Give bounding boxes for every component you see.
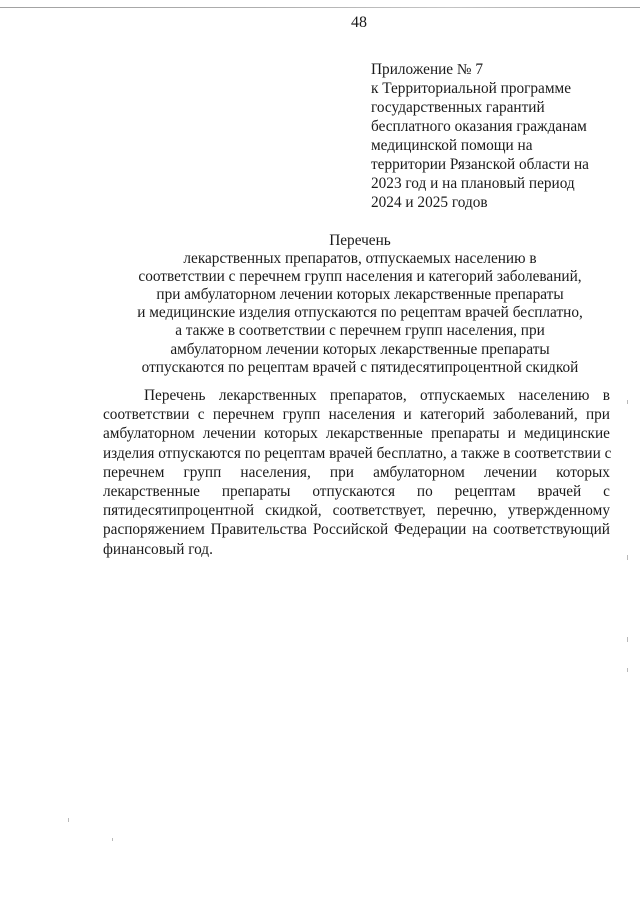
title-line: а также в соответствии с перечнем групп населения, при — [175, 322, 545, 340]
paragraph-word: лекарственные — [325, 425, 423, 443]
paragraph-word: населению — [518, 387, 590, 404]
body-paragraph — [103, 386, 610, 559]
appendix-line: медицинской помощи на — [371, 137, 533, 154]
appendix-line: государственных гарантий — [371, 99, 545, 116]
paragraph-word: населения — [328, 406, 396, 424]
paragraph-line — [103, 482, 610, 501]
scan-artifact — [112, 838, 113, 841]
paragraph-word: препараты — [221, 483, 291, 501]
appendix-line: территории Рязанской области на — [371, 156, 589, 173]
document-title — [100, 232, 620, 377]
appendix-line: к Территориальной программе — [371, 80, 571, 97]
paragraph-word: и — [507, 425, 516, 443]
paragraph-word: лечении — [202, 425, 256, 443]
paragraph-line — [103, 444, 610, 463]
paragraph-word: отпускаемых — [420, 387, 506, 404]
paragraph-word: Федерации — [394, 521, 467, 539]
appendix-header — [371, 60, 621, 212]
paragraph-word: скидкой, — [265, 502, 322, 520]
paragraph-word: препаратов, — [329, 387, 407, 404]
title-line: амбулаторном лечении которых лекарственные препараты — [170, 340, 550, 358]
paragraph-word: соответствии — [103, 406, 190, 424]
paragraph-word: в — [602, 387, 610, 404]
paragraph-word: пятидесятипроцентной — [103, 502, 255, 520]
paragraph-word: заболеваний, — [492, 406, 578, 424]
scan-artifact — [627, 400, 628, 404]
paragraph-word: при — [329, 463, 354, 481]
scan-artifact — [627, 555, 628, 560]
page-number: 48 — [351, 14, 367, 31]
paragraph-word: перечнем — [103, 463, 165, 481]
title-line: отпускаются по рецептам врачей с пятидесятипроцентной скидкой — [141, 358, 579, 376]
paragraph-word: препараты — [430, 425, 500, 443]
paragraph-word: населения, — [240, 463, 311, 481]
paragraph-line — [103, 386, 610, 405]
appendix-line: 2024 и 2025 годов — [371, 194, 488, 211]
paragraph-word: которых — [264, 425, 318, 443]
title-line: соответствии с перечнем групп населения и категорий заболеваний, — [138, 268, 582, 286]
paragraph-word: Российской — [312, 521, 389, 539]
paragraph-word: Правительства — [210, 521, 307, 539]
paragraph-word: Перечень — [144, 387, 206, 404]
paragraph-line — [103, 424, 610, 443]
title-heading: Перечень — [329, 232, 391, 249]
paragraph-word: отпускаются — [312, 483, 395, 501]
paragraph-word: утвержденному — [507, 502, 610, 520]
paragraph-word: при — [585, 406, 610, 424]
title-line: при амбулаторном лечении которых лекарственные препараты — [156, 286, 564, 304]
paragraph-line — [103, 501, 610, 520]
paragraph-word: распоряжением — [103, 521, 205, 539]
paragraph-word: и — [403, 406, 412, 424]
scan-artifact — [627, 637, 628, 642]
paragraph-word: врачей — [537, 483, 582, 501]
paragraph-word: групп — [183, 463, 222, 481]
paragraph-word: лечении — [483, 463, 537, 481]
paragraph-word: изделия отпускаются по рецептам врачей бесплатно, а также в соответствии с — [103, 444, 612, 462]
paragraph-word: соответствующий — [493, 521, 610, 539]
paragraph-line — [103, 520, 610, 539]
paragraph-word: амбулаторном — [373, 463, 465, 481]
paragraph-word: с — [603, 483, 610, 501]
paragraph-word: с — [197, 406, 205, 424]
paragraph-word: по — [416, 483, 433, 501]
paragraph-line — [103, 405, 610, 424]
paragraph-line — [103, 540, 610, 559]
paragraph-word: медицинские — [523, 425, 610, 443]
appendix-line: Приложение № 7 — [371, 61, 483, 78]
paragraph-word: перечню, — [436, 502, 497, 520]
paragraph-word: финансовый год. — [103, 540, 213, 558]
paragraph-word: лекарственных — [218, 387, 317, 404]
paragraph-word: амбулаторном — [103, 425, 195, 443]
scan-artifact — [68, 818, 69, 822]
title-line: и медицинские изделия отпускаются по рецептам врачей бесплатно, — [137, 304, 583, 322]
scan-edge-line — [0, 7, 640, 8]
title-line: лекарственных препаратов, отпускаемых населению в — [183, 250, 537, 268]
paragraph-word: соответствует, — [332, 502, 426, 520]
paragraph-word: групп — [282, 406, 321, 424]
paragraph-word: категорий — [420, 406, 485, 424]
scan-artifact — [627, 668, 628, 672]
appendix-line: бесплатного оказания гражданам — [371, 118, 587, 135]
appendix-line: 2023 год и на плановый период — [371, 175, 575, 192]
paragraph-word: перечнем — [212, 406, 275, 424]
paragraph-line — [103, 463, 610, 482]
paragraph-word: на — [472, 521, 488, 539]
paragraph-word: которых — [556, 463, 610, 481]
paragraph-word: лекарственные — [103, 483, 200, 501]
paragraph-word: рецептам — [454, 483, 516, 501]
